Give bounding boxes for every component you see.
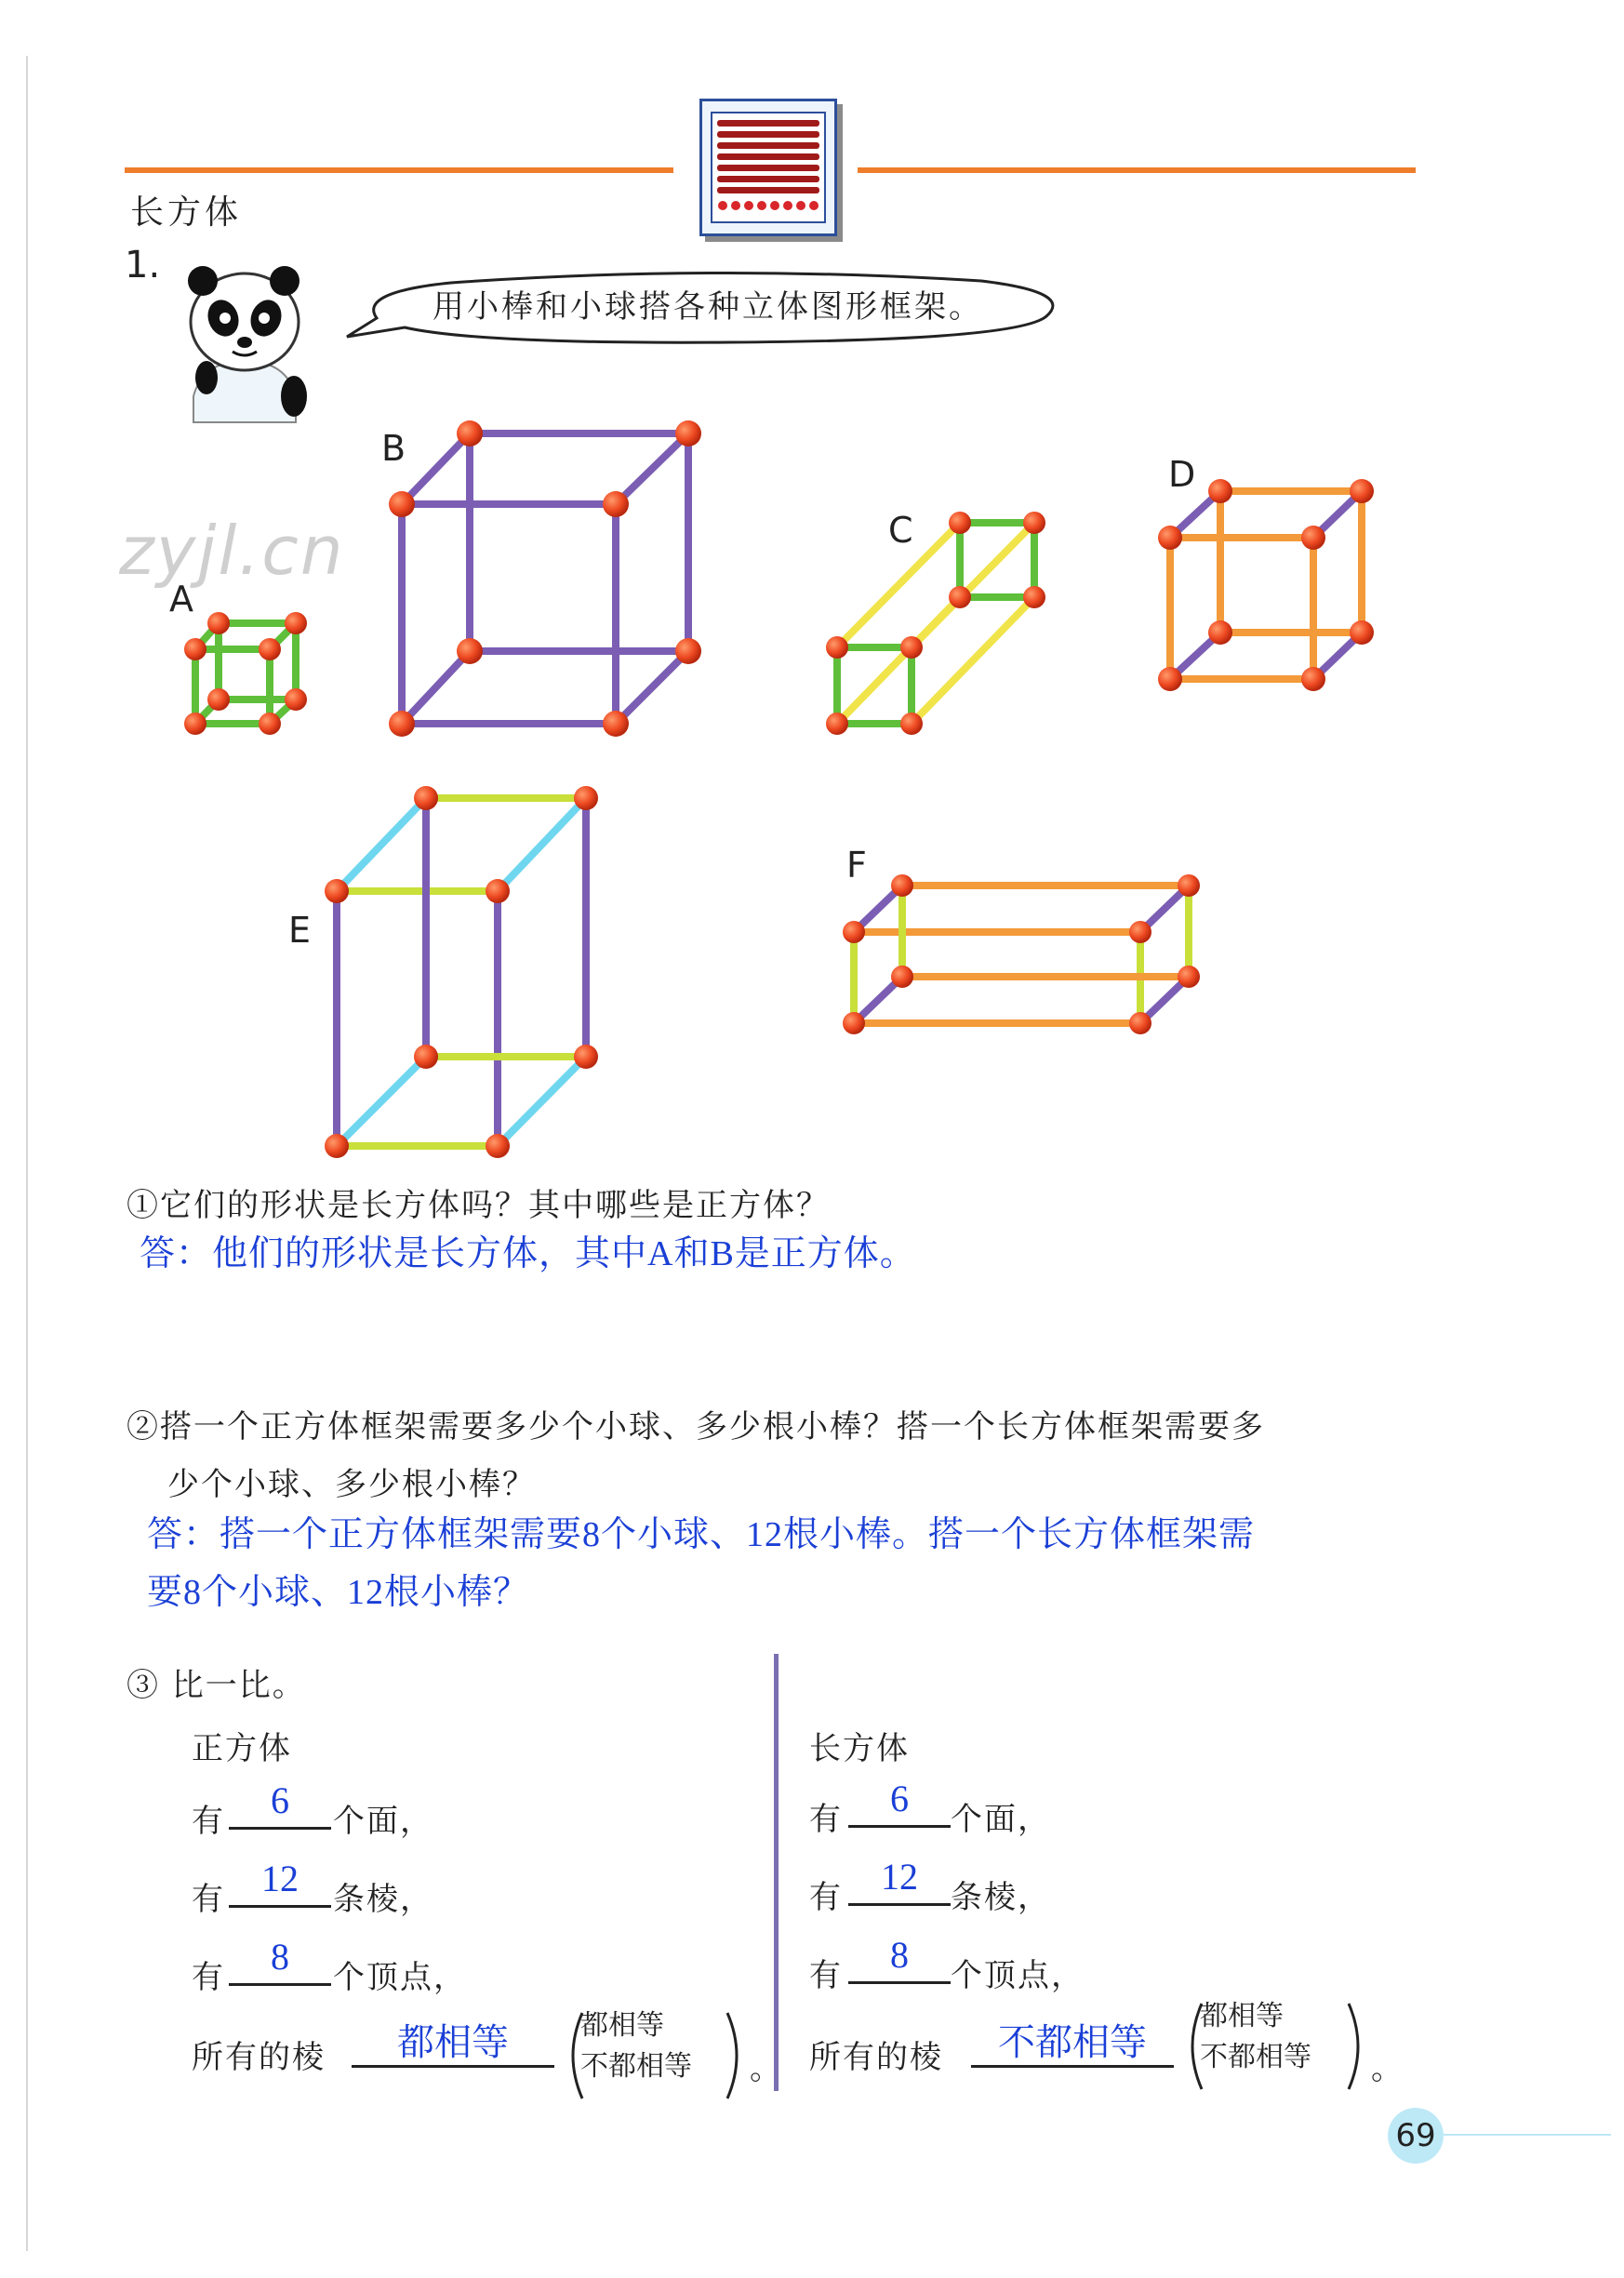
q3-title: ③ 比一比。 — [126, 1667, 306, 1704]
q2-question-line1: ②搭一个正方体框架需要多少个小球、多少根小棒？搭一个长方体框架需要多 — [126, 1408, 1265, 1445]
figure-label-f: F — [846, 845, 867, 886]
figure-label-e: E — [288, 910, 312, 951]
speech-bubble-text: 用小棒和小球搭各种立体图形框架。 — [433, 288, 983, 326]
cuboid-all-edges-prefix: 所有的棱 — [809, 2039, 943, 2076]
cuboid-edges-value: 12 — [881, 1856, 918, 1898]
cube-edges-prefix: 有 — [192, 1881, 225, 1918]
cuboid-faces-suffix: 个面， — [951, 1801, 1051, 1838]
cube-faces-value: 6 — [271, 1779, 289, 1821]
cube-end-mark: 。 — [750, 2050, 783, 2087]
cuboid-vertices-blank — [848, 1981, 951, 1984]
frame-b — [402, 433, 688, 724]
cuboid-edges-suffix: 条棱， — [951, 1879, 1051, 1916]
cube-edges-suffix: 条棱， — [333, 1881, 433, 1918]
q1-answer: 答：他们的形状是长方体，其中A和B是正方体。 — [140, 1234, 916, 1273]
watermark: zyjl.cn — [119, 512, 345, 590]
cuboid-choice-top: 都相等 — [1200, 2000, 1284, 2032]
cube-all-edges-value: 都相等 — [397, 2021, 509, 2063]
frame-d — [1170, 491, 1362, 679]
cube-all-edges-prefix: 所有的棱 — [192, 2039, 326, 2076]
q2-answer-line2: 要8个小球、12根小棒？ — [147, 1573, 530, 1612]
cuboid-vertices-suffix: 个顶点， — [951, 1957, 1085, 1994]
frame-a — [195, 623, 296, 724]
cube-heading: 正方体 — [192, 1730, 292, 1767]
cube-edges-value: 12 — [261, 1858, 299, 1899]
page-number-line — [1444, 2134, 1611, 2136]
cuboid-faces-blank — [848, 1825, 951, 1828]
frame-f — [854, 886, 1189, 1023]
cuboid-vertices-prefix: 有 — [809, 1957, 843, 1994]
frame-c — [837, 523, 1034, 724]
cuboid-edges-prefix: 有 — [809, 1879, 843, 1916]
figure-label-a: A — [169, 579, 193, 619]
column-divider — [774, 1654, 779, 2091]
cube-edges-blank — [229, 1905, 331, 1908]
q2-question-line2: 少个小球、多少根小棒？ — [167, 1466, 536, 1503]
figure-label-b: B — [381, 428, 406, 469]
section-title: 长方体 — [130, 193, 243, 232]
cuboid-all-edges-value: 不都相等 — [998, 2021, 1147, 2063]
page-number: 69 — [1388, 2108, 1444, 2164]
cube-vertices-blank — [229, 1983, 331, 1986]
q2-answer-line1: 答：搭一个正方体框架需要8个小球、12根小棒。搭一个长方体框架需 — [147, 1515, 1256, 1554]
figure-label-c: C — [888, 510, 913, 551]
cube-vertices-value: 8 — [271, 1936, 289, 1978]
cube-faces-suffix: 个面， — [333, 1803, 433, 1840]
cube-faces-prefix: 有 — [192, 1803, 225, 1840]
cube-vertices-prefix: 有 — [192, 1959, 225, 1996]
cube-right-paren-icon — [722, 2009, 750, 2102]
cuboid-heading: 长方体 — [809, 1730, 910, 1767]
problem-number: 1. — [125, 244, 161, 286]
cuboid-choice-bottom: 不都相等 — [1200, 2041, 1311, 2073]
cube-choice-top: 都相等 — [580, 2009, 664, 2042]
cuboid-end-mark: 。 — [1371, 2050, 1404, 2087]
cuboid-faces-prefix: 有 — [809, 1801, 843, 1838]
cuboid-edges-blank — [848, 1903, 951, 1906]
cube-faces-blank — [229, 1827, 331, 1830]
cube-vertices-suffix: 个顶点， — [333, 1959, 467, 1996]
figure-label-d: D — [1168, 454, 1196, 495]
cube-choice-bottom: 不都相等 — [580, 2050, 692, 2083]
cuboid-faces-value: 6 — [890, 1778, 909, 1819]
q1-question: ①它们的形状是长方体吗？其中哪些是正方体？ — [126, 1187, 830, 1224]
cuboid-right-paren-icon — [1343, 2000, 1371, 2093]
cuboid-vertices-value: 8 — [890, 1934, 909, 1976]
frame-e — [337, 798, 586, 1146]
